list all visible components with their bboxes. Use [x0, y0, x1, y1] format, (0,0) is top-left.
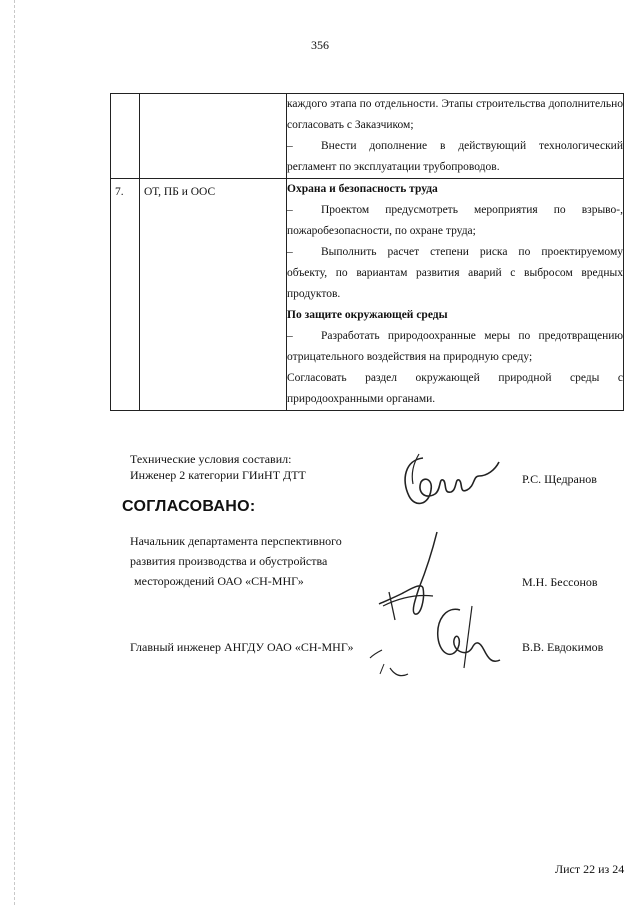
heading-labor-safety: Охрана и безопасность труда — [287, 183, 438, 195]
signature-evdokimov-icon — [360, 598, 510, 690]
environment-measures-text: Разработать природоохранные меры по предотвращению отрицательного воздействия на природную среду; — [287, 330, 623, 363]
compiler-block — [130, 451, 306, 483]
section-name: ОТ, ПБ и ООС — [144, 186, 216, 198]
section-cell-empty — [140, 94, 287, 179]
compiler-name: Р.С. Щедранов — [522, 472, 597, 486]
heading-environment: По защите окружающей среды — [287, 309, 448, 321]
dash-marker: – — [287, 204, 293, 216]
number-cell — [111, 179, 140, 411]
agreed-heading: СОГЛАСОВАНО: — [122, 498, 256, 515]
row-number: 7. — [115, 186, 124, 198]
dept-line-3: месторождений ОАО «СН-МНГ» — [134, 574, 304, 588]
dept-line-2: развития производства и обустройства — [130, 554, 328, 568]
table-row-7 — [111, 179, 624, 411]
table-row-continued — [111, 94, 624, 179]
chief-engineer-position: Главный инженер АНГДУ ОАО «СН-МНГ» — [130, 640, 354, 654]
department-head-name: М.Н. Бессонов — [522, 575, 598, 589]
chief-engineer-name: В.В. Евдокимов — [522, 640, 604, 654]
paragraph-stages: каждого этапа по отдельности. Этапы строительства дополнительно согласовать с Заказчиком; — [287, 98, 623, 131]
dept-line-1: Начальник департамента перспективного — [130, 534, 342, 548]
paragraph-fire-safety — [287, 200, 623, 242]
fire-safety-text: Проектом предусмотреть мероприятия по взрыво-, пожаробезопасности, по охране труда; — [287, 204, 623, 237]
requirements-table — [110, 93, 624, 411]
paragraph-environment-measures — [287, 326, 623, 368]
section-cell — [140, 179, 287, 411]
risk-text: Выполнить расчет степени риска по проектируемому объекту, по вариантам развития аварий с выбросом вредных продуктов. — [287, 246, 623, 300]
compiler-position: Инженер 2 категории ГИиНТ ДТТ — [130, 468, 306, 482]
number-cell-empty — [111, 94, 140, 179]
paragraph-closing: Согласовать раздел окружающей природной среды с природоохранными органами. — [287, 372, 623, 405]
regulation-text: Внести дополнение в действующий технологический регламент по эксплуатации трубопроводов. — [287, 140, 623, 173]
department-head-block — [130, 531, 342, 591]
signature-shchedranov-icon — [395, 450, 505, 512]
paragraph-regulation — [287, 136, 623, 178]
compiled-label: Технические условия составил: — [130, 452, 292, 466]
paragraph-risk — [287, 242, 623, 305]
page-number: 356 — [311, 38, 329, 52]
content-cell — [287, 94, 624, 179]
dash-marker: – — [287, 246, 293, 258]
dash-marker: – — [287, 140, 293, 152]
scan-edge-line — [14, 0, 16, 905]
content-cell — [287, 179, 624, 411]
sheet-number: Лист 22 из 24 — [555, 862, 625, 876]
dash-marker: – — [287, 330, 293, 342]
